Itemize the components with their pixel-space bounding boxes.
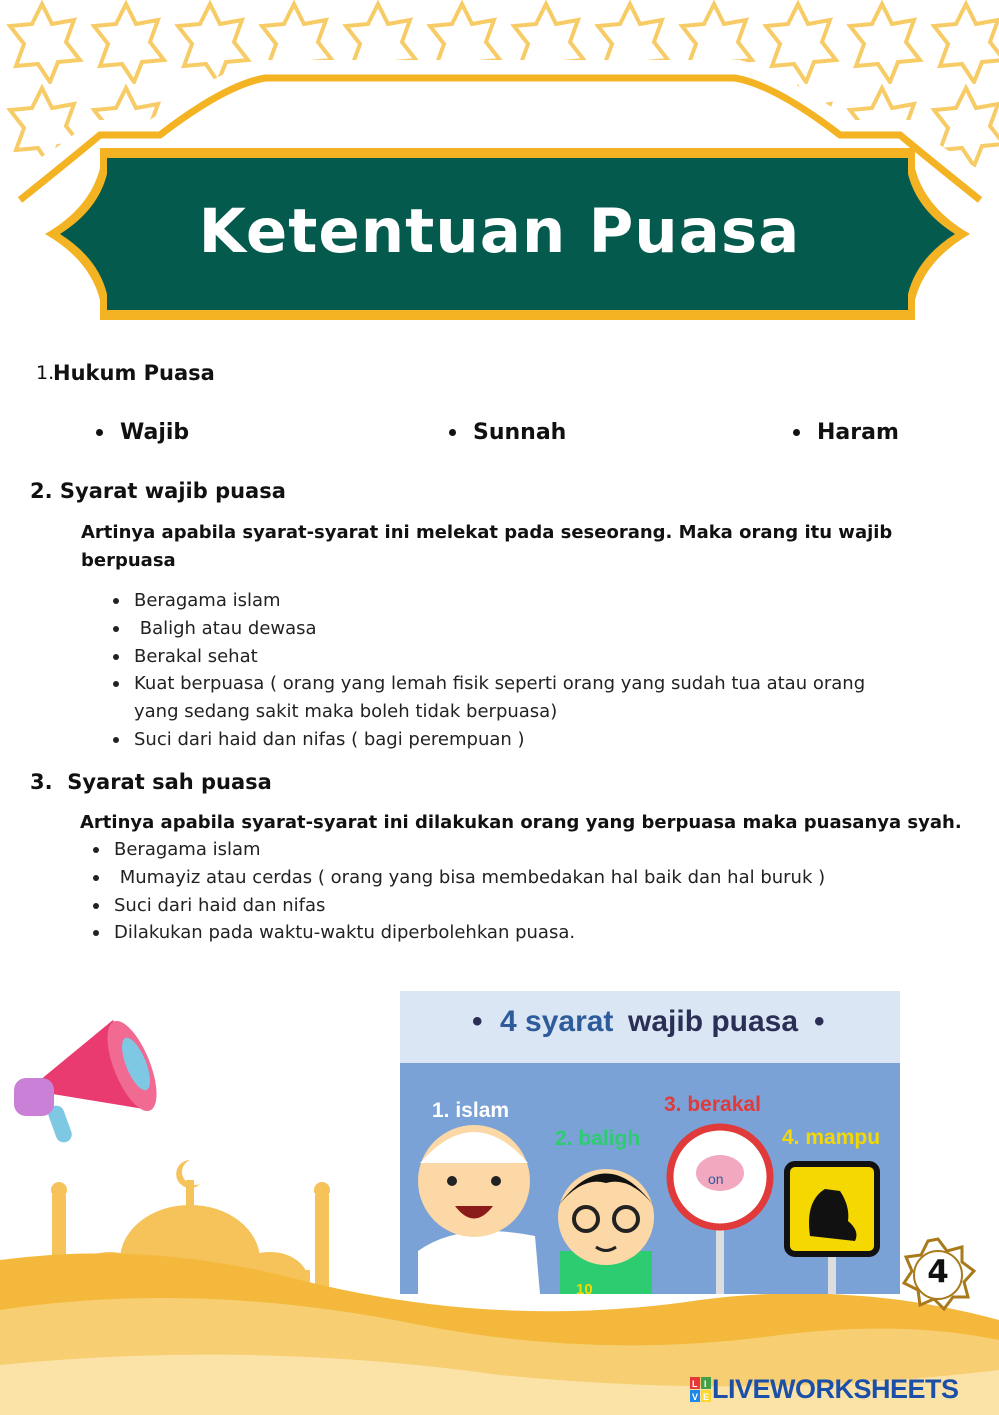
- shirt-number: 10: [576, 1281, 593, 1294]
- page-number: 4: [927, 1254, 949, 1290]
- section3-heading: 3. Syarat sah puasa: [30, 770, 272, 794]
- poster-label-baligh: 2. baligh: [555, 1127, 641, 1150]
- logo-badge-l: L: [692, 1378, 698, 1389]
- page-title: Ketentuan Puasa: [198, 196, 801, 267]
- section3-description: Artinya apabila syarat-syarat ini dilakukan orang yang berpuasa maka puasanya syah.: [80, 812, 962, 833]
- list-item: Baligh atau dewasa: [110, 615, 910, 643]
- list-item: Dilakukan pada waktu-waktu diperbolehkan puasa.: [90, 919, 970, 947]
- section3-list: [90, 836, 970, 947]
- liveworksheets-logo[interactable]: [690, 1374, 959, 1405]
- poster-title-part1: 4 syarat: [500, 1005, 614, 1038]
- poster-title-part2: wajib puasa: [628, 1005, 799, 1038]
- hukum-item-wajib: Wajib: [96, 420, 189, 445]
- logo-text: LIVEWORKSHEETS: [712, 1374, 959, 1404]
- list-item: Suci dari haid dan nifas: [90, 892, 970, 920]
- megaphone-icon: [8, 1010, 158, 1160]
- section2-list: [110, 587, 910, 754]
- poster-bullet-left: •: [472, 1005, 483, 1038]
- liveworksheets-logo-icon: [690, 1377, 712, 1403]
- syarat-wajib-poster: [400, 991, 900, 1294]
- list-item: Beragama islam: [90, 836, 970, 864]
- brain-text: on: [708, 1171, 724, 1187]
- section1-number: 1.: [36, 362, 55, 384]
- logo-badge-e: E: [703, 1391, 710, 1402]
- poster-label-islam: 1. islam: [432, 1099, 510, 1122]
- boy-icon: [558, 1169, 654, 1294]
- poster-bullet-right: •: [814, 1005, 825, 1038]
- section2-heading: 2. Syarat wajib puasa: [30, 479, 286, 503]
- list-item: Suci dari haid dan nifas ( bagi perempuan ): [110, 726, 910, 754]
- logo-badge-i: I: [704, 1378, 707, 1389]
- bullet-icon: [449, 429, 456, 436]
- bullet-icon: [793, 429, 800, 436]
- section1-heading: Hukum Puasa: [53, 361, 215, 385]
- list-item: Berakal sehat: [110, 643, 910, 671]
- list-item: Mumayiz atau cerdas ( orang yang bisa membedakan hal baik dan hal buruk ): [90, 864, 970, 892]
- bullet-icon: [96, 429, 103, 436]
- hukum-item-haram: Haram: [793, 420, 899, 445]
- section2-description: Artinya apabila syarat-syarat ini melekat pada seseorang. Maka orang itu wajib berpuasa: [81, 522, 893, 571]
- list-item: Kuat berpuasa ( orang yang lemah fisik seperti orang yang sudah tua atau orang yang sedang sakit maka boleh tidak berpuasa): [110, 670, 894, 726]
- poster-label-mampu: 4. mampu: [782, 1126, 881, 1149]
- list-item: Beragama islam: [110, 587, 910, 615]
- logo-badge-v: V: [692, 1391, 699, 1402]
- poster-label-berakal: 3. berakal: [664, 1093, 761, 1116]
- hukum-item-sunnah: Sunnah: [449, 420, 566, 445]
